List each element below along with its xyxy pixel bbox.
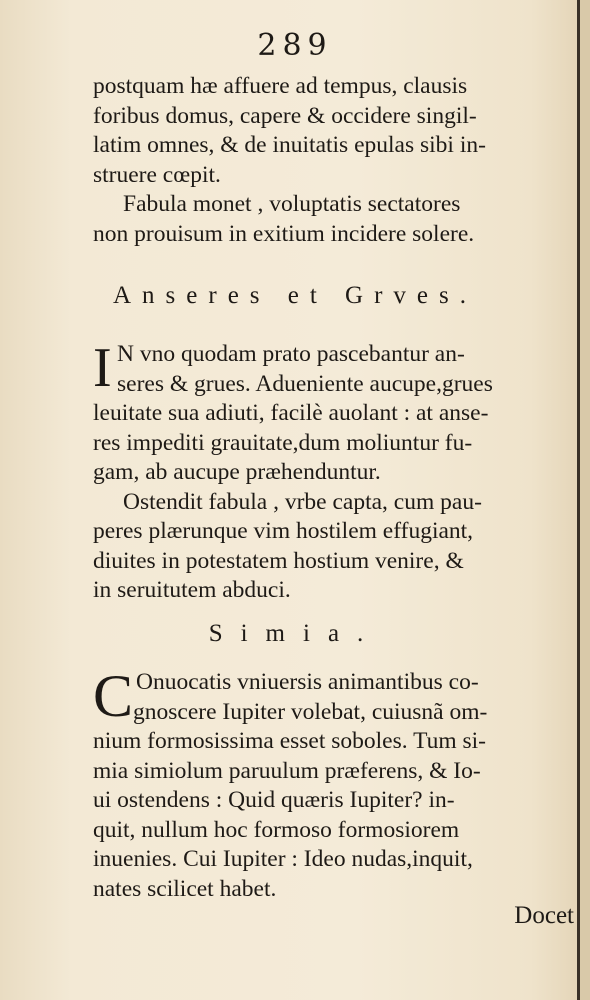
text-line: quit, nullum hoc formoso formosiorem [93,816,460,843]
moral-line: diuites in potestatem hostium venire, & [93,547,464,574]
text-line: foribus domus, capere & occidere singil- [93,102,477,129]
fable1-first-line [117,340,577,370]
text-line: ui ostendens : Quid quæris Iupiter? in- [93,787,455,813]
moral-line: non prouisum in exitium incidere solere. [93,220,475,247]
text-line: seres & grues. Adueniente aucupe,grues [117,370,493,397]
text-line: leuitate sua adiuti, facilè auolant : at anse- [93,400,489,426]
text-line: struere cœpit. [93,161,221,188]
dropcap-c: C [93,663,134,729]
fable2-first-line [136,668,576,698]
moral-line: Fabula monet , voluptatis sectatores [123,191,461,217]
text-line: mia simiolum paruulum præferens, & Io- [93,757,481,784]
text-line: Onuocatis vniuersis animantibus co- [136,669,479,695]
fable-heading-anseres: Anseres et Grves. [112,282,478,309]
binding-edge-line [577,0,580,1000]
text-line: res impediti grauitate,dum moliuntur fu- [93,429,473,456]
moral-line: peres plærunque vim hostilem effugiant, [93,518,474,544]
text-line: nates scilicet habet. [93,875,277,902]
text-line: gam, ab aucupe præhenduntur. [93,459,381,485]
text-line: N vno quodam prato pascebantur an- [117,341,465,367]
text-line: nium formosissima esset soboles. Tum si- [93,728,487,754]
text-line: gnoscere Iupiter volebat, cuiusnã om- [133,698,488,725]
text-line: inuenies. Cui Iupiter : Ideo nudas,inquit, [93,846,473,872]
page-edge [580,0,590,1000]
fable1-body [93,370,573,606]
fable2-body [93,698,573,905]
text-line: postquam hæ affuere ad tempus, clausis [93,73,468,99]
dropcap-i: I [93,337,112,399]
page-number: 289 [257,28,333,63]
moral-line: in seruitutem abduci. [93,577,291,603]
fable-heading-simia: Simia. [208,620,382,647]
paragraph-continuation [93,72,573,249]
text-line: latim omnes, & de inuitatis epulas sibi in- [93,132,486,158]
moral-line: Ostendit fabula , vrbe capta, cum pau- [123,488,482,515]
catchword: Docet [514,902,574,929]
